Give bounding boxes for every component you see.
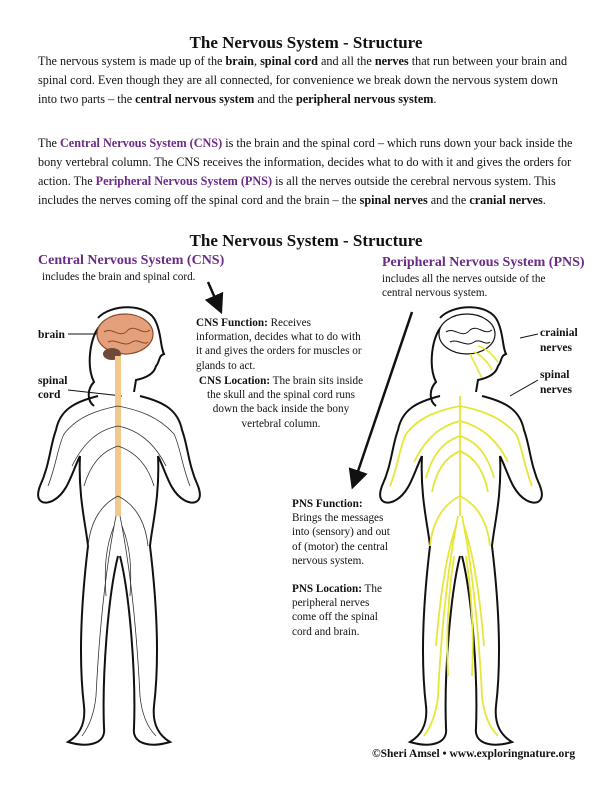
pns-description-2: central nervous system. bbox=[382, 287, 488, 299]
pns-term: Peripheral Nervous System (PNS) bbox=[95, 174, 273, 188]
spinal-nerves-label-1: spinal bbox=[540, 369, 570, 381]
pns-location-text: The peripheral nerves come off the spinal cord and brain. bbox=[292, 583, 382, 638]
cns-location-text: The brain sits inside the skull and the spinal cord runs down the back inside the bony vertebral column. bbox=[207, 375, 364, 430]
cns-location-label: CNS Location: bbox=[198, 375, 271, 387]
section-title: The Nervous System - Structure bbox=[189, 231, 423, 250]
brain-label: brain bbox=[38, 329, 65, 341]
body-figure-cns bbox=[28, 296, 238, 756]
intro-text: . bbox=[433, 92, 437, 106]
spinal-nerves-label-2: nerves bbox=[540, 384, 572, 396]
body-figure-pns bbox=[370, 296, 580, 756]
para-text: and the bbox=[427, 193, 470, 207]
intro-text: , bbox=[253, 54, 261, 68]
intro-bold: spinal cord bbox=[260, 54, 318, 68]
para-bold: cranial nerves bbox=[469, 193, 543, 207]
page-title: The Nervous System - Structure bbox=[189, 33, 423, 52]
cns-heading: Central Nervous System (CNS) bbox=[38, 253, 225, 268]
spinal-cord-label-2: cord bbox=[38, 389, 61, 401]
cns-function-label: CNS Function: bbox=[196, 317, 268, 329]
cns-description: includes the brain and spinal cord. bbox=[42, 271, 196, 283]
intro-bold: nerves bbox=[374, 54, 409, 68]
spinal-cord-label-1: spinal bbox=[38, 375, 68, 387]
intro-bold: peripheral nervous system bbox=[295, 92, 434, 106]
cranial-nerves-label-1: crainial bbox=[540, 327, 578, 339]
para-bold: spinal nerves bbox=[359, 193, 428, 207]
para-text: is the brain and the spinal cord – which runs down your back inside the bony vertebral column. The CNS receives the information, decides what to do with it and gives the orders for action. The bbox=[38, 136, 573, 188]
intro-bold: brain bbox=[225, 54, 254, 68]
para-text: is all the nerves outside the cerebral nervous system. This includes the nerves coming off the spinal cord and the brain – the bbox=[38, 174, 556, 207]
para-text: The bbox=[38, 136, 60, 150]
pns-description-1: includes all the nerves outside of the bbox=[382, 273, 546, 285]
intro-text: that run between your brain and spinal cord. Even though they are all connected, for convenience we break down the nervous system down into two parts – the bbox=[38, 54, 568, 106]
cns-function-text: Receives information, decides what to do with it and gives the orders for muscles or glands to act. bbox=[196, 317, 362, 372]
cranial-nerves-label-2: nerves bbox=[540, 342, 572, 354]
pns-heading: Peripheral Nervous System (PNS) bbox=[382, 255, 585, 270]
copyright-footer: ©Sheri Amsel • www.exploringnature.org bbox=[372, 748, 576, 760]
intro-bold: central nervous system bbox=[135, 92, 255, 106]
pns-function-text: Brings the messages into (sensory) and out of (motor) the central nervous system. bbox=[292, 512, 390, 567]
intro-text: and the bbox=[254, 92, 296, 106]
pns-function-label: PNS Function: bbox=[292, 498, 363, 510]
cns-term: Central Nervous System (CNS) bbox=[60, 136, 223, 150]
pns-location-label: PNS Location: bbox=[292, 583, 362, 595]
intro-text: and all the bbox=[317, 54, 375, 68]
para-text: . bbox=[542, 193, 546, 207]
intro-text: The nervous system is made up of the bbox=[38, 54, 226, 68]
